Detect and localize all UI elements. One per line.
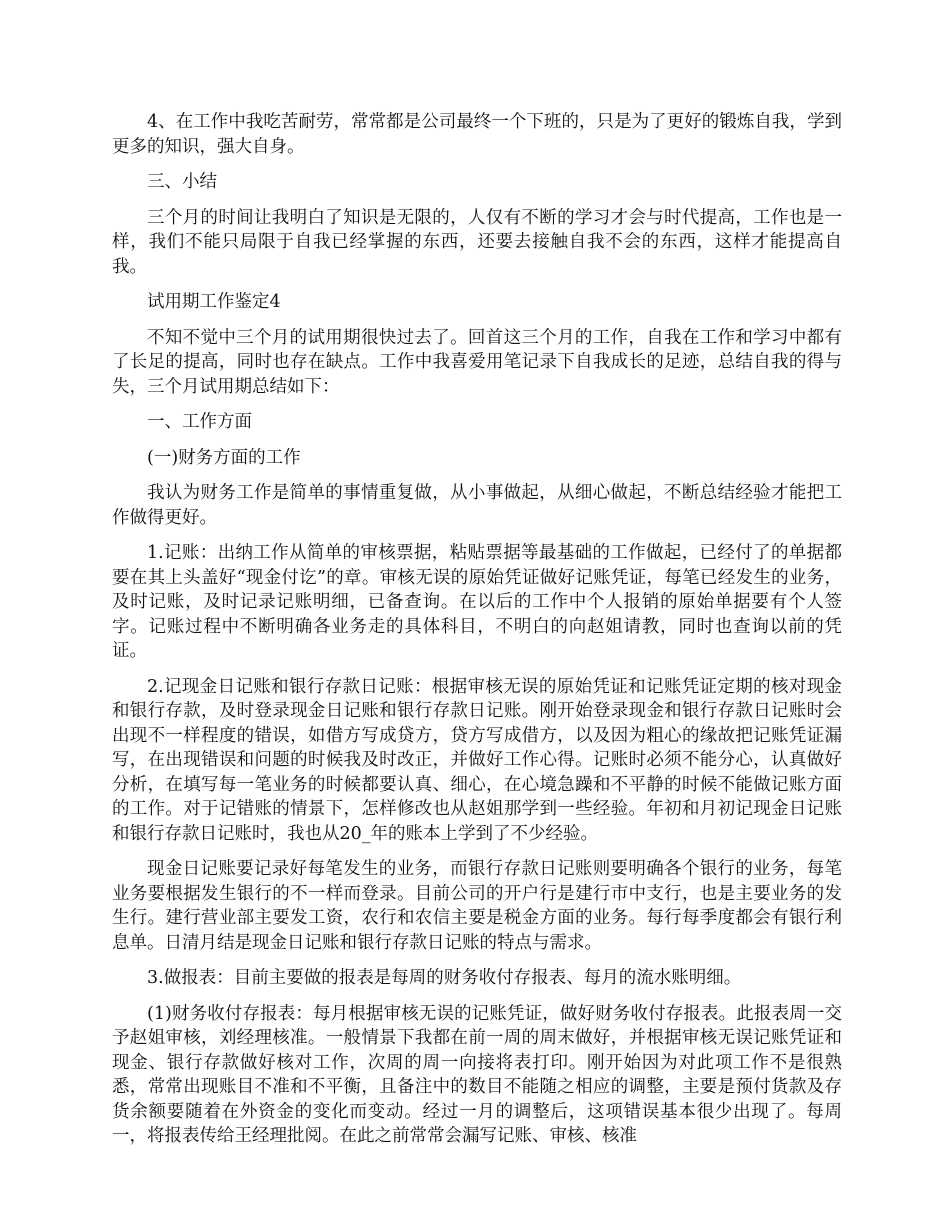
paragraph-intro: 不知不觉中三个月的试用期很快过去了。回首这三个月的工作，自我在工作和学习中都有了长足的提高，同时也存在缺点。工作中我喜爱用笔记录下自我成长的足迹，总结自我的得与失，三个月试用期总结如下： [112,327,842,397]
paragraph-finance-philosophy: 我认为财务工作是简单的事情重复做，从小事做起，从细心做起，不断总结经验才能把工作做得更好。 [112,483,842,528]
section-heading-work: 一、工作方面 [147,412,252,432]
paragraph-cashflow-report: (1)财务收付存报表：每月根据审核无误的记账凭证，做好财务收付存报表。此报表周一交予赵姐审核，刘经理核准。一般情景下我都在前一周的周末做好，并根据审核无误记账凭证和现金、银行存款做好核对工作，次周的周一向接将表打印。刚开始因为对此项工作不是很熟悉，常常出现账目不准和不平衡，且备注中的数目不能随之相应的调整，主要是预付货款及存货余额要随着在外资金的变化而变动。经过一月的调整后，这项错误基本很少出现了。每周一，将报表传给王经理批阅。在此之前常常会漏写记账、审核、核准 [112,1003,842,1146]
document-body [112,110,842,1160]
paragraph-journals: 2.记现金日记账和银行存款日记账：根据审核无误的原始凭证和记账凭证定期的核对现金和银行存款，及时登录现金日记账和银行存款日记账。刚开始登录现金和银行存款日记账时会出现不一样程度的错误，如借方写成贷方，贷方写成借方，以及因为粗心的缘故把记账凭证漏写，在出现错误和问题的时候我及时改正，并做好工作心得。记账时必须不能分心，认真做好分析，在填写每一笔业务的时候都要认真、细心，在心境急躁和不平静的时候不能做记账方面的工作。对于记错账的情景下，怎样修改也从赵姐那学到一些经验。年初和月初记现金日记账和银行存款日记账时，我也从20_年的账本上学到了不少经验。 [112,676,842,844]
paragraph-cash-bank-journals: 现金日记账要记录好每笔发生的业务，而银行存款日记账则要明确各个银行的业务，每笔业务要根据发生银行的不一样而登录。目前公司的开户行是建行市中支行，也是主要业务的发生行。建行营业部主要发工资，农行和农信主要是税金方面的业务。每行每季度都会有银行利息单。日清月结是现金日记账和银行存款日记账的特点与需求。 [112,859,842,953]
paragraph-reports: 3.做报表：目前主要做的报表是每周的财务收付存报表、每月的流水账明细。 [147,968,742,988]
document-title-appraisal-4: 试用期工作鉴定4 [147,292,281,312]
paragraph-item-4-diligence: 4、在工作中我吃苦耐劳，常常都是公司最终一个下班的，只是为了更好的锻炼自我，学到更多的知识，强大自身。 [112,112,842,157]
section-heading-summary: 三、小结 [147,172,217,192]
subsection-heading-finance: (一)财务方面的工作 [147,447,301,468]
paragraph-summary: 三个月的时间让我明白了知识是无限的，人仅有不断的学习才会与时代提高，工作也是一样，我们不能只局限于自我已经掌握的东西，还要去接触自我不会的东西，这样才能提高自我。 [112,207,842,277]
paragraph-bookkeeping: 1.记账：出纳工作从简单的审核票据，粘贴票据等最基础的工作做起，已经付了的单据都要在其上头盖好“现金付讫”的章。审核无误的原始凭证做好记账凭证，每笔已经发生的业务，及时记账，及时记录记账明细，已备查询。在以后的工作中个人报销的原始单据要有个人签字。记账过程中不断明确各业务走的具体科目，不明白的向赵姐请教，同时也查询以前的凭证。 [112,543,842,661]
